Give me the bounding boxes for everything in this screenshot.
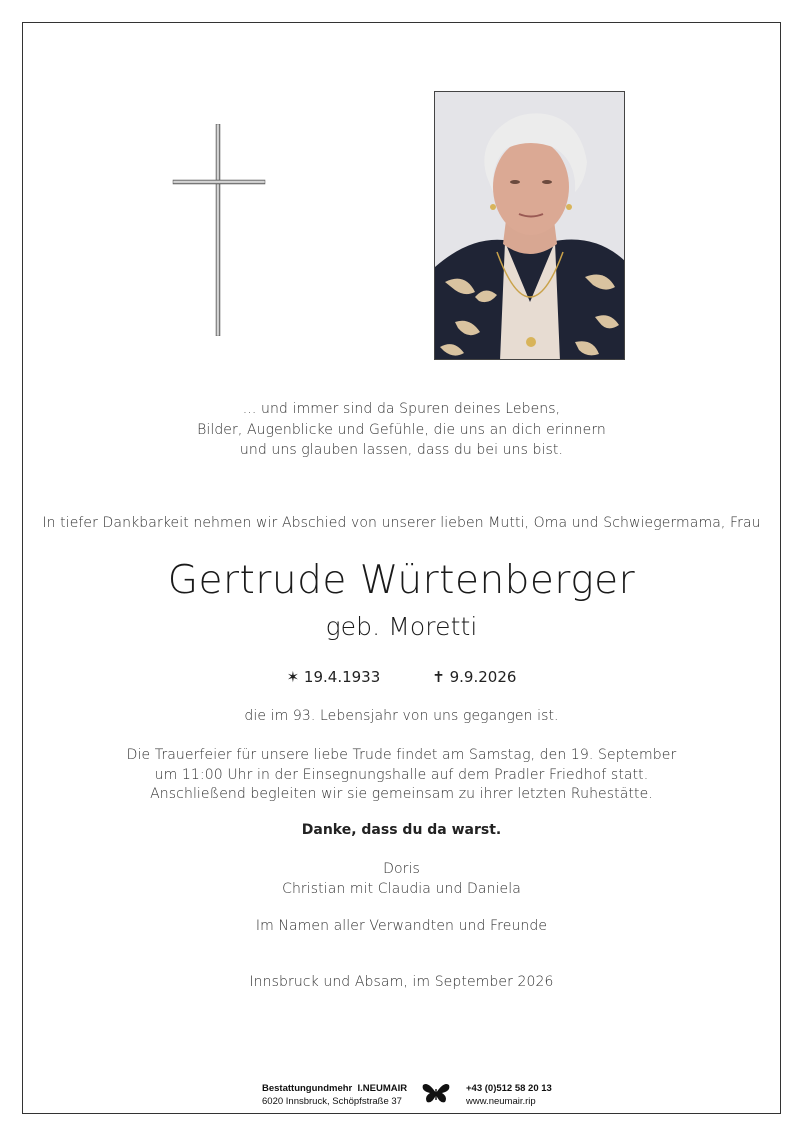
maiden-name: geb. Moretti <box>325 612 478 641</box>
relatives-text: Im Namen aller Verwandten und Freunde <box>255 918 548 934</box>
poem-line: Bilder, Augenblicke und Gefühle, die uns an dich erinnern <box>197 421 606 438</box>
ceremony-info <box>22 746 781 805</box>
footer-company <box>262 1082 407 1108</box>
poem-line: und uns glauben lassen, dass du bei uns bist. <box>239 442 564 458</box>
cross-icon <box>172 124 266 336</box>
intro-text: In tiefer Dankbarkeit nehmen wir Abschied von unserer lieben Mutti, Oma und Schwiegermama, Frau <box>42 515 761 531</box>
brand-name: I.NEUMAIR <box>357 1083 408 1094</box>
thanks-text: Danke, dass du da warst. <box>301 822 502 838</box>
age-text: die im 93. Lebensjahr von uns gegangen ist. <box>244 708 559 724</box>
company-address: 6020 Innsbruck, Schöpfstraße 37 <box>262 1096 402 1107</box>
portrait-photo <box>434 91 625 360</box>
family-line: Christian mit Claudia und Daniela <box>282 880 521 897</box>
small-cross-icon: ✝ <box>432 668 445 686</box>
birth-date <box>287 668 381 686</box>
family-names <box>22 860 781 899</box>
death-date-value: 9.9.2026 <box>449 668 517 686</box>
star-icon: ✶ <box>286 668 300 686</box>
poem-line: ... und immer sind da Spuren deines Lebens, <box>242 401 561 417</box>
poem <box>22 399 781 461</box>
deceased-name: Gertrude Würtenberger <box>167 558 636 603</box>
ceremony-line: Die Trauerfeier für unsere liebe Trude findet am Samstag, den 19. September <box>126 747 677 763</box>
ceremony-line: Anschließend begleiten wir sie gemeinsam zu ihrer letzten Ruhestätte. <box>150 786 653 802</box>
death-date <box>432 668 516 686</box>
life-dates <box>22 668 781 686</box>
footer-contact <box>466 1082 552 1108</box>
place-date: Innsbruck und Absam, im September 2026 <box>249 974 554 990</box>
website-link[interactable]: www.neumair.rip <box>466 1096 536 1107</box>
ceremony-line: um 11:00 Uhr in der Einsegnungshalle auf dem Pradler Friedhof statt. <box>154 766 649 783</box>
birth-date-value: 19.4.1933 <box>303 668 381 686</box>
phone-number: +43 (0)512 58 20 13 <box>466 1083 552 1094</box>
family-line: Doris <box>383 861 420 877</box>
butterfly-icon <box>422 1081 450 1105</box>
brand-prefix: Bestattungundmehr <box>262 1083 353 1094</box>
